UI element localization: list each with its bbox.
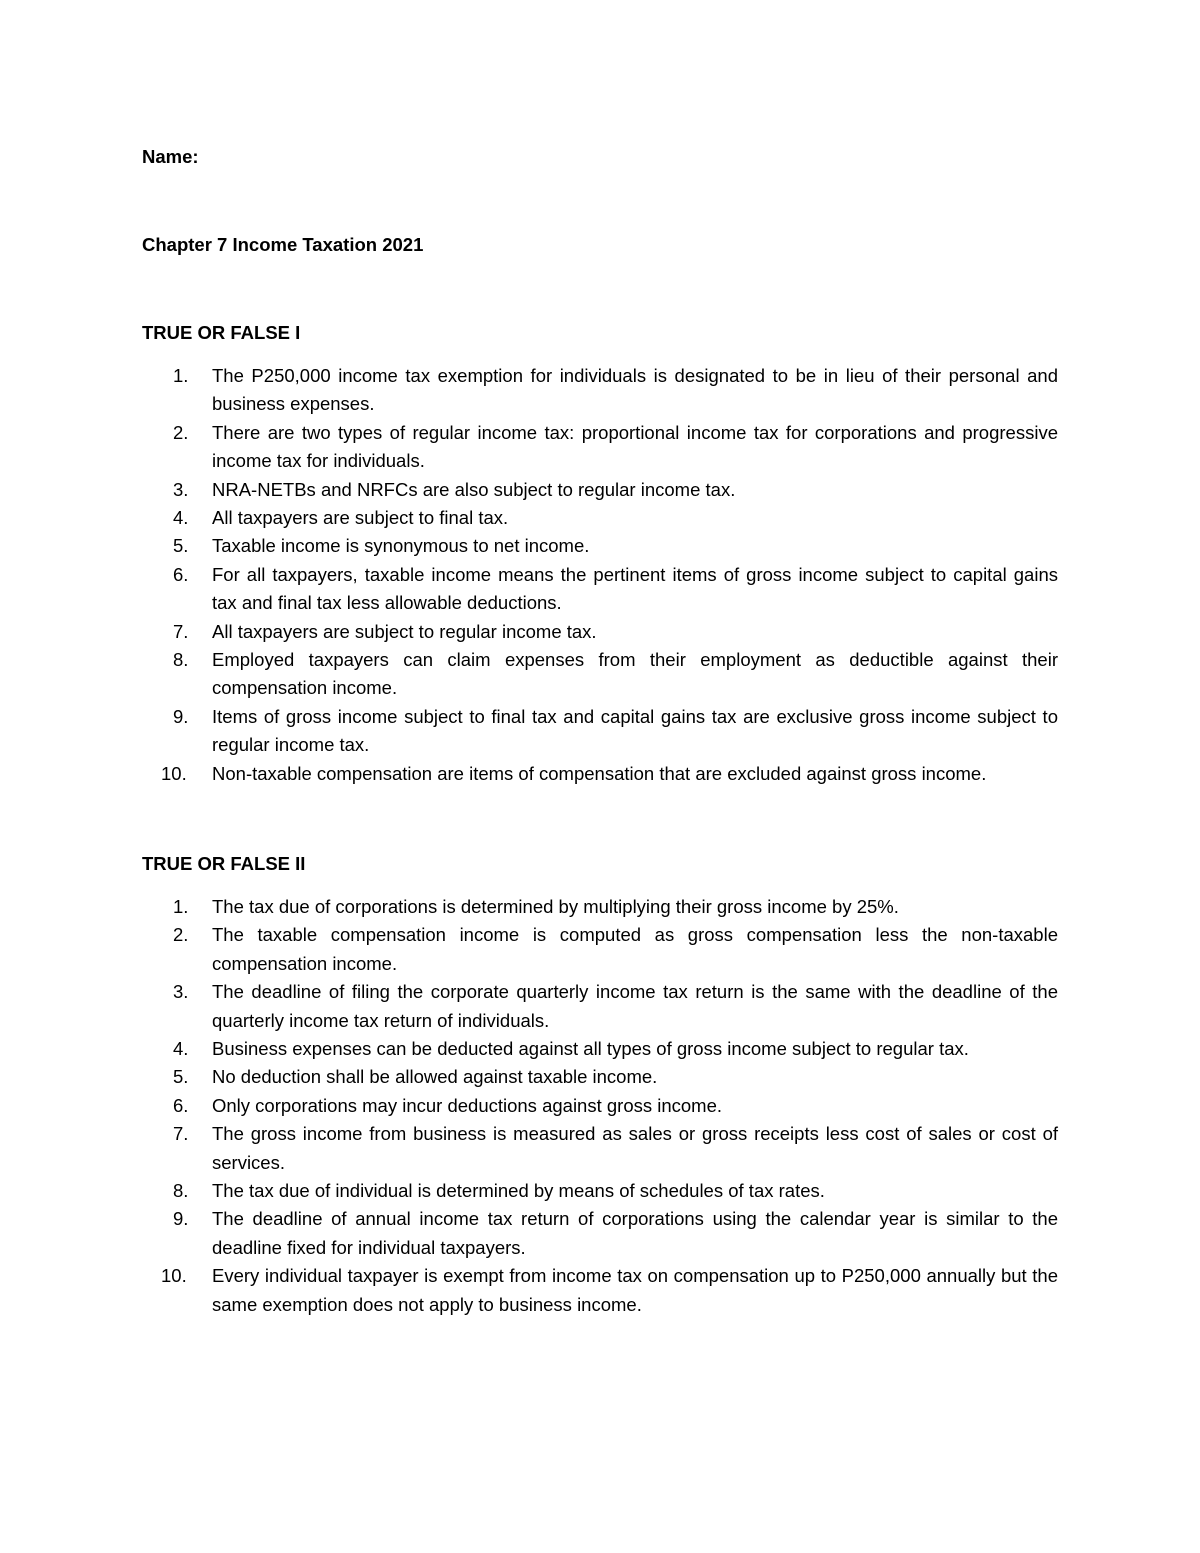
item-text: All taxpayers are subject to final tax. bbox=[212, 507, 509, 529]
item-number: 10. bbox=[161, 762, 187, 784]
list-item bbox=[142, 532, 1058, 560]
list-item bbox=[142, 618, 1058, 646]
item-number: 8. bbox=[173, 649, 189, 671]
item-number: 4. bbox=[173, 1038, 189, 1060]
item-text: Business expenses can be deducted against all types of gross income subject to regular tax. bbox=[212, 1038, 969, 1060]
item-text: The deadline of annual income tax return of corporations using the calendar year is similar to the deadline fixed for individual taxpayers. bbox=[212, 1208, 1058, 1258]
list-item bbox=[142, 362, 1058, 419]
list-item bbox=[142, 760, 1058, 788]
list-item bbox=[142, 646, 1058, 703]
list-item bbox=[142, 1262, 1058, 1319]
question-list-section-2 bbox=[142, 893, 1058, 1319]
item-number: 7. bbox=[173, 1123, 189, 1145]
item-text: The gross income from business is measured as sales or gross receipts less cost of sales or cost of services. bbox=[212, 1123, 1058, 1173]
item-number: 3. bbox=[173, 981, 189, 1003]
item-text: No deduction shall be allowed against taxable income. bbox=[212, 1066, 658, 1088]
item-number: 6. bbox=[173, 1094, 189, 1116]
item-number: 7. bbox=[173, 620, 189, 642]
item-number: 2. bbox=[173, 421, 189, 443]
list-item bbox=[142, 921, 1058, 978]
list-item bbox=[142, 419, 1058, 476]
item-text: All taxpayers are subject to regular income tax. bbox=[212, 620, 597, 642]
item-text: Only corporations may incur deductions against gross income. bbox=[212, 1094, 723, 1116]
item-number: 9. bbox=[173, 1208, 189, 1230]
question-list-section-1 bbox=[142, 362, 1058, 788]
item-number: 5. bbox=[173, 535, 189, 557]
list-item bbox=[142, 1205, 1058, 1262]
list-item bbox=[142, 561, 1058, 618]
list-item bbox=[142, 1063, 1058, 1091]
section-heading-true-or-false-i: TRUE OR FALSE I bbox=[142, 322, 301, 343]
item-text: The taxable compensation income is computed as gross compensation less the non-taxable compensation income. bbox=[212, 924, 1058, 974]
item-number: 8. bbox=[173, 1180, 189, 1202]
item-number: 9. bbox=[173, 705, 189, 727]
list-item bbox=[142, 1035, 1058, 1063]
item-text: Every individual taxpayer is exempt from income tax on compensation up to P250,000 annually but the same exemption does not apply to business income. bbox=[212, 1265, 1058, 1315]
item-number: 5. bbox=[173, 1066, 189, 1088]
list-item bbox=[142, 1120, 1058, 1177]
item-text: The P250,000 income tax exemption for individuals is designated to be in lieu of their personal and business expenses. bbox=[212, 365, 1058, 415]
item-text: For all taxpayers, taxable income means the pertinent items of gross income subject to capital gains tax and final tax less allowable deductions. bbox=[212, 563, 1058, 614]
item-number: 1. bbox=[173, 365, 189, 386]
name-label: Name: bbox=[142, 146, 199, 167]
list-item bbox=[142, 504, 1058, 532]
item-number: 10. bbox=[161, 1265, 187, 1287]
list-item bbox=[142, 476, 1058, 504]
document-title: Chapter 7 Income Taxation 2021 bbox=[142, 234, 424, 255]
item-number: 4. bbox=[173, 507, 189, 529]
item-text: The tax due of individual is determined by means of schedules of tax rates. bbox=[212, 1180, 825, 1202]
list-item bbox=[142, 1092, 1058, 1120]
section-heading-true-or-false-ii: TRUE OR FALSE II bbox=[142, 853, 306, 874]
list-item bbox=[142, 1177, 1058, 1205]
item-text: The tax due of corporations is determined by multiplying their gross income by 25%. bbox=[212, 896, 899, 917]
item-number: 2. bbox=[173, 924, 189, 946]
item-text: NRA-NETBs and NRFCs are also subject to regular income tax. bbox=[212, 478, 736, 500]
item-text: Items of gross income subject to final tax and capital gains tax are exclusive gross income subject to regular income tax. bbox=[212, 705, 1058, 756]
item-text: Employed taxpayers can claim expenses from their employment as deductible against their compensation income. bbox=[212, 649, 1058, 699]
item-text: Non-taxable compensation are items of compensation that are excluded against gross income. bbox=[212, 762, 987, 784]
item-number: 3. bbox=[173, 478, 189, 500]
item-number: 1. bbox=[173, 896, 189, 917]
list-item bbox=[142, 893, 1058, 921]
list-item bbox=[142, 978, 1058, 1035]
item-text: The deadline of filing the corporate quarterly income tax return is the same with the deadline of the quarterly income tax return of individuals. bbox=[212, 981, 1058, 1031]
item-text: There are two types of regular income tax: proportional income tax for corporations and progressive income tax for individuals. bbox=[212, 421, 1058, 472]
item-number: 6. bbox=[173, 563, 189, 585]
item-text: Taxable income is synonymous to net income. bbox=[212, 535, 590, 557]
list-item bbox=[142, 703, 1058, 760]
